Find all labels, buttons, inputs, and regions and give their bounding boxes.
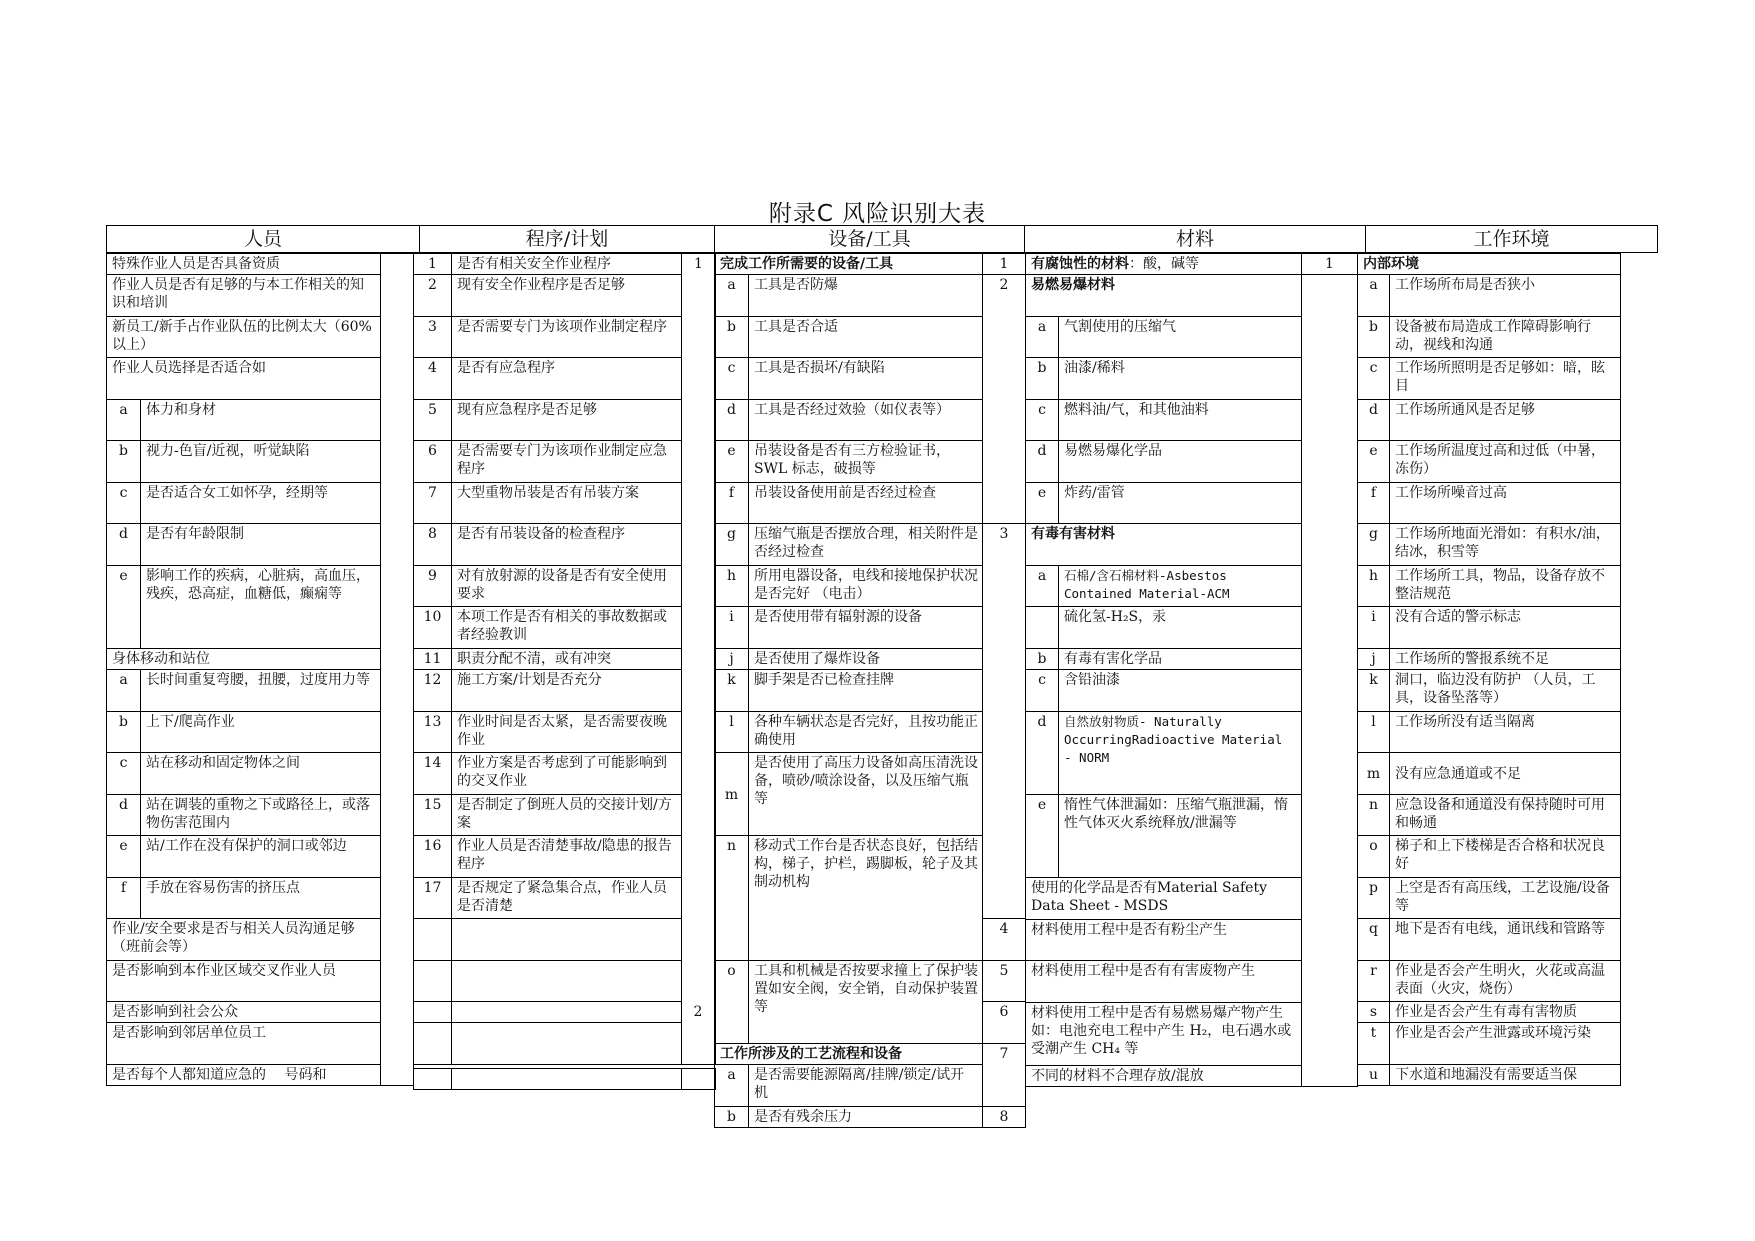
materials-spacer xyxy=(1302,275,1358,1087)
equipment-group-number: 2 xyxy=(693,1004,703,1020)
empty-cell xyxy=(682,1069,716,1090)
list-item: 是否适合女工如怀孕，经期等 xyxy=(141,483,381,524)
list-item: 所用电器设备，电线和接地保护状况是否完好 （电击） xyxy=(749,566,983,607)
environment-group-title: 内部环境 xyxy=(1358,254,1621,275)
empty-cell xyxy=(452,1023,682,1065)
item-letter: e xyxy=(107,566,141,649)
item-letter: n xyxy=(1358,795,1390,836)
list-item: 没有合适的警示标志 xyxy=(1390,607,1621,649)
item-letter: e xyxy=(1026,483,1059,524)
item-letter: o xyxy=(1358,836,1390,878)
list-item: 是否使用带有辐射源的设备 xyxy=(749,607,983,649)
item-letter: j xyxy=(715,649,749,670)
list-item: 有毒有害化学品 xyxy=(1059,649,1302,670)
item-letter: e xyxy=(1358,441,1390,483)
list-item: 作业时间是否太紧，是否需要夜晚作业 xyxy=(452,712,682,753)
list-item: 作业人员是否清楚事故/隐患的报告程序 xyxy=(452,836,682,878)
list-item: 作业人员是否有足够的与本工作相关的知识和培训 xyxy=(107,275,381,317)
list-item: 站在移动和固定物体之间 xyxy=(141,753,381,795)
list-item: 气割使用的压缩气 xyxy=(1059,317,1302,358)
item-letter: a xyxy=(1026,317,1059,358)
empty-cell xyxy=(414,919,452,961)
list-item: 应急设备和通道没有保持随时可用和畅通 xyxy=(1390,795,1621,836)
list-item: 设备被布局造成工作障碍影响行动，视线和沟通 xyxy=(1390,317,1621,358)
procedure-number: 14 xyxy=(414,753,452,795)
item-letter: a xyxy=(1358,275,1390,317)
item-letter: h xyxy=(715,566,749,607)
list-item: 工具是否防爆 xyxy=(749,275,983,317)
empty-cell xyxy=(414,961,452,1002)
item-letter: i xyxy=(1358,607,1390,649)
header-equipment: 设备/工具 xyxy=(714,225,1025,253)
procedure-number: 9 xyxy=(414,566,452,607)
materials-table xyxy=(1025,253,1358,1087)
list-item: 工作场所温度过高和过低（中暑，冻伤） xyxy=(1390,441,1621,483)
item-letter: j xyxy=(1358,649,1390,670)
procedure-number: 16 xyxy=(414,836,452,878)
item-letter: f xyxy=(107,878,141,919)
list-item: 材料使用工程中是否有有害废物产生 xyxy=(1026,961,1302,1003)
list-item: 是否每个人都知道应急的 号码和 xyxy=(107,1065,381,1086)
procedure-number: 3 xyxy=(414,317,452,358)
item-letter: d xyxy=(715,400,749,441)
item-letter: l xyxy=(1358,712,1390,753)
header-environment: 工作环境 xyxy=(1365,225,1658,253)
list-item: 作业是否会产生明火，火花或高温表面（火灾，烧伤） xyxy=(1390,961,1621,1002)
item-letter: o xyxy=(715,961,749,1044)
materials-number: 7 xyxy=(983,1044,1026,1107)
item-letter: l xyxy=(715,712,749,753)
empty-cell xyxy=(452,1002,682,1023)
list-item: 石棉/含石棉材料-Asbestos Contained Material-ACM xyxy=(1059,566,1302,607)
list-item: 工具是否经过效验（如仪表等） xyxy=(749,400,983,441)
materials-number: 4 xyxy=(983,919,1026,961)
people-table xyxy=(106,253,414,1086)
empty-cell xyxy=(452,961,682,1002)
item-letter: i xyxy=(715,607,749,649)
equipment-group-title: 工作所涉及的工艺流程和设备 xyxy=(715,1044,983,1065)
list-item: 工具是否合适 xyxy=(749,317,983,358)
list-item: 下水道和地漏没有需要适当保 xyxy=(1390,1065,1621,1086)
list-item: 作业是否会产生有毒有害物质 xyxy=(1390,1002,1621,1023)
empty-cell xyxy=(414,1023,452,1065)
list-item: 工作场所没有适当隔离 xyxy=(1390,712,1621,753)
list-item: 是否影响到社会公众 xyxy=(107,1002,381,1023)
equipment-group-title: 完成工作所需要的设备/工具 xyxy=(715,254,983,275)
list-item: 是否制定了倒班人员的交接计划/方案 xyxy=(452,795,682,836)
header-materials: 材料 xyxy=(1024,225,1366,253)
item-letter: e xyxy=(1026,795,1059,878)
empty-cell xyxy=(452,1069,682,1090)
item-letter: a xyxy=(107,400,141,441)
list-item: 是否有应急程序 xyxy=(452,358,682,400)
materials-group-suffix: ：酸，碱等 xyxy=(1129,256,1199,272)
list-item: 工具和机械是否按要求撞上了保护装置如安全阀，安全销，自动保护装置等 xyxy=(749,961,983,1044)
list-item: 炸药/雷管 xyxy=(1059,483,1302,524)
list-item: 没有应急通道或不足 xyxy=(1390,753,1621,795)
empty-cell xyxy=(414,1002,452,1023)
list-item: 作业方案是否考虑到了可能影响到的交叉作业 xyxy=(452,753,682,795)
list-item xyxy=(1026,878,1302,920)
page-title: 附录C 风险识别大表 xyxy=(768,201,987,227)
list-item: 视力-色盲/近视，听觉缺陷 xyxy=(141,441,381,483)
item-letter: b xyxy=(107,441,141,483)
materials-group-number: 3 xyxy=(983,524,1026,919)
list-item: 作业/安全要求是否与相关人员沟通足够 （班前会等） xyxy=(107,919,381,961)
list-item: 现有安全作业程序是否足够 xyxy=(452,275,682,317)
procedure-number: 11 xyxy=(414,649,452,670)
list-item: 吊装设备使用前是否经过检查 xyxy=(749,483,983,524)
item-letter: u xyxy=(1358,1065,1390,1086)
list-item: 站在调装的重物之下或路径上，或落物伤害范围内 xyxy=(141,795,381,836)
procedure-number: 5 xyxy=(414,400,452,441)
procedure-number: 2 xyxy=(414,275,452,317)
item-letter: b xyxy=(1026,358,1059,400)
item-letter: b xyxy=(715,1107,749,1128)
materials-group-title: 有毒有害材料 xyxy=(1026,524,1302,566)
item-letter: b xyxy=(715,317,749,358)
list-item: 现有应急程序是否足够 xyxy=(452,400,682,441)
list-item: 工具是否损坏/有缺陷 xyxy=(749,358,983,400)
list-item: 易燃易爆化学品 xyxy=(1059,441,1302,483)
list-item: 压缩气瓶是否摆放合理，相关附件是否经过检查 xyxy=(749,524,983,566)
procedure-table xyxy=(413,253,716,1065)
item-letter: s xyxy=(1358,1002,1390,1023)
procedure-tail xyxy=(413,1068,716,1090)
list-item: 是否有年龄限制 xyxy=(141,524,381,566)
procedure-number: 7 xyxy=(414,483,452,524)
list-item: 吊装设备是否有三方检验证书，SWL 标志，破损等 xyxy=(749,441,983,483)
list-item: 移动式工作台是否状态良好，包括结构，梯子，护栏，踢脚板，轮子及其制动机构 xyxy=(749,836,983,961)
environment-group-number: 1 xyxy=(1302,254,1358,275)
item-letter: t xyxy=(1358,1023,1390,1065)
list-item: 身体移动和站位 xyxy=(107,649,381,670)
item-letter: d xyxy=(107,795,141,836)
item-letter: d xyxy=(1026,441,1059,483)
equipment-group-number: 1 xyxy=(682,254,716,1065)
list-item: 工作场所照明是否足够如：暗，眩目 xyxy=(1390,358,1621,400)
procedure-number: 17 xyxy=(414,878,452,919)
list-item: 是否需要专门为该项作业制定程序 xyxy=(452,317,682,358)
list-item: 工作场所的警报系统不足 xyxy=(1390,649,1621,670)
empty-cell xyxy=(452,919,682,961)
list-item: 站/工作在没有保护的洞口或邻边 xyxy=(141,836,381,878)
list-item: 洞口，临边没有防护 （人员，工具，设备坠落等） xyxy=(1390,670,1621,712)
item-letter: k xyxy=(715,670,749,712)
list-item: 自然放射物质- Naturally OccurringRadioactive Material - NORM xyxy=(1059,712,1302,795)
list-item: 地下是否有电线，通讯线和管路等 xyxy=(1390,919,1621,961)
list-item: 特殊作业人员是否具备资质 xyxy=(107,254,381,275)
item-letter: c xyxy=(1358,358,1390,400)
list-item: 工作场所噪音过高 xyxy=(1390,483,1621,524)
procedure-number: 4 xyxy=(414,358,452,400)
list-item: 影响工作的疾病，心脏病，高血压，残疾，恐高症，血糖低，癫痫等 xyxy=(141,566,381,649)
people-spacer xyxy=(381,254,414,1086)
item-letter: c xyxy=(715,358,749,400)
item-letter: f xyxy=(715,483,749,524)
procedure-number: 13 xyxy=(414,712,452,753)
item-letter: h xyxy=(1358,566,1390,607)
item-letter: p xyxy=(1358,878,1390,919)
list-item: 惰性气体泄漏如：压缩气瓶泄漏，惰性气体灭火系统释放/泄漏等 xyxy=(1059,795,1302,878)
list-item: 材料使用工程中是否有粉尘产生 xyxy=(1026,920,1302,961)
list-item: 材料使用工程中是否有易燃易爆产物产生如：电池充电工程中产生 H₂，电石遇水或受潮产生 CH₄ 等 xyxy=(1026,1003,1302,1066)
list-item: 工作场所地面光滑如：有积水/油，结冰，积雪等 xyxy=(1390,524,1621,566)
list-item: 工作场所通风是否足够 xyxy=(1390,400,1621,441)
environment-table xyxy=(1357,253,1621,1086)
list-item: 是否影响到本作业区域交叉作业人员 xyxy=(107,961,381,1002)
item-letter: m xyxy=(715,753,749,836)
materials-group-title: 易燃易爆材料 xyxy=(1026,275,1302,317)
procedure-number: 6 xyxy=(414,441,452,483)
list-item: 燃料油/气，和其他油料 xyxy=(1059,400,1302,441)
equipment-table xyxy=(714,253,1026,1128)
materials-number: 5 xyxy=(983,961,1026,1002)
list-item: 工作场所布局是否狭小 xyxy=(1390,275,1621,317)
list-item: 新员工/新手占作业队伍的比例太大（60%以上） xyxy=(107,317,381,358)
list-item: 各种车辆状态是否完好，且按功能正确使用 xyxy=(749,712,983,753)
item-letter: k xyxy=(1358,670,1390,712)
item-letter: q xyxy=(1358,919,1390,961)
list-item: 工作场所工具，物品，设备存放不整洁规范 xyxy=(1390,566,1621,607)
item-letter: c xyxy=(107,483,141,524)
item-letter: a xyxy=(1026,566,1059,607)
materials-number: 6 xyxy=(983,1002,1026,1044)
table-row xyxy=(107,254,414,275)
list-item: 梯子和上下楼梯是否合格和状况良好 xyxy=(1390,836,1621,878)
item-letter: g xyxy=(715,524,749,566)
materials-group-title xyxy=(1026,254,1302,275)
materials-group-number: 1 xyxy=(983,254,1026,275)
item-letter: b xyxy=(1026,649,1059,670)
list-item: 上下/爬高作业 xyxy=(141,712,381,753)
item-letter: b xyxy=(1358,317,1390,358)
materials-group-title-bold: 有腐蚀性的材料 xyxy=(1031,256,1129,272)
item-letter: f xyxy=(1358,483,1390,524)
item-letter: d xyxy=(107,524,141,566)
list-item: 是否需要能源隔离/挂牌/锁定/试开机 xyxy=(749,1065,983,1107)
item-letter: e xyxy=(715,441,749,483)
procedure-number: 15 xyxy=(414,795,452,836)
list-item: 含铅油漆 xyxy=(1059,670,1302,712)
item-letter: a xyxy=(715,275,749,317)
list-item: 是否规定了紧急集合点，作业人员是否清楚 xyxy=(452,878,682,919)
item-letter: c xyxy=(107,753,141,795)
list-item: 是否影响到邻居单位员工 xyxy=(107,1023,381,1065)
item-letter: c xyxy=(1026,400,1059,441)
materials-number: 8 xyxy=(983,1107,1026,1128)
item-letter: n xyxy=(715,836,749,961)
list-item: 职责分配不清，或有冲突 xyxy=(452,649,682,670)
item-letter xyxy=(1026,607,1059,649)
item-letter: e xyxy=(107,836,141,878)
item-letter: d xyxy=(1358,400,1390,441)
list-item: 油漆/稀料 xyxy=(1059,358,1302,400)
list-item: 是否有残余压力 xyxy=(749,1107,983,1128)
list-item: 作业是否会产生泄露或环境污染 xyxy=(1390,1023,1621,1065)
item-letter: d xyxy=(1026,712,1059,795)
procedure-number: 10 xyxy=(414,607,452,649)
list-item: 本项工作是否有相关的事故数据或者经验教训 xyxy=(452,607,682,649)
list-item: 脚手架是否已检查挂牌 xyxy=(749,670,983,712)
item-letter: a xyxy=(107,670,141,712)
item-letter: a xyxy=(715,1065,749,1107)
list-item: 施工方案/计划是否充分 xyxy=(452,670,682,712)
item-letter: c xyxy=(1026,670,1059,712)
header-people: 人员 xyxy=(106,225,420,253)
procedure-number: 1 xyxy=(414,254,452,275)
list-item: 是否有吊装设备的检查程序 xyxy=(452,524,682,566)
list-item: 体力和身材 xyxy=(141,400,381,441)
list-item: 硫化氢-H₂S，汞 xyxy=(1059,607,1302,649)
empty-cell xyxy=(414,1069,452,1090)
list-item: 是否使用了高压力设备如高压清洗设备，喷砂/喷涂设备，以及压缩气瓶等 xyxy=(749,753,983,836)
item-letter: r xyxy=(1358,961,1390,1002)
item-letter: m xyxy=(1358,753,1390,795)
list-item: 是否使用了爆炸设备 xyxy=(749,649,983,670)
materials-group-number: 2 xyxy=(983,275,1026,524)
msds-text: 使用的化学品是否有Material Safety Data Sheet - MSDS xyxy=(1031,880,1267,914)
procedure-number: 8 xyxy=(414,524,452,566)
list-item: 手放在容易伤害的挤压点 xyxy=(141,878,381,919)
list-item: 是否有相关安全作业程序 xyxy=(452,254,682,275)
list-item: 不同的材料不合理存放/混放 xyxy=(1026,1066,1302,1087)
list-item: 长时间重复弯腰，扭腰，过度用力等 xyxy=(141,670,381,712)
procedure-number: 12 xyxy=(414,670,452,712)
header-procedure: 程序/计划 xyxy=(419,225,715,253)
list-item: 对有放射源的设备是否有安全使用要求 xyxy=(452,566,682,607)
list-item: 上空是否有高压线，工艺设施/设备等 xyxy=(1390,878,1621,919)
item-letter: b xyxy=(107,712,141,753)
list-item: 大型重物吊装是否有吊装方案 xyxy=(452,483,682,524)
list-item: 作业人员选择是否适合如 xyxy=(107,358,381,400)
list-item: 是否需要专门为该项作业制定应急程序 xyxy=(452,441,682,483)
item-letter: g xyxy=(1358,524,1390,566)
